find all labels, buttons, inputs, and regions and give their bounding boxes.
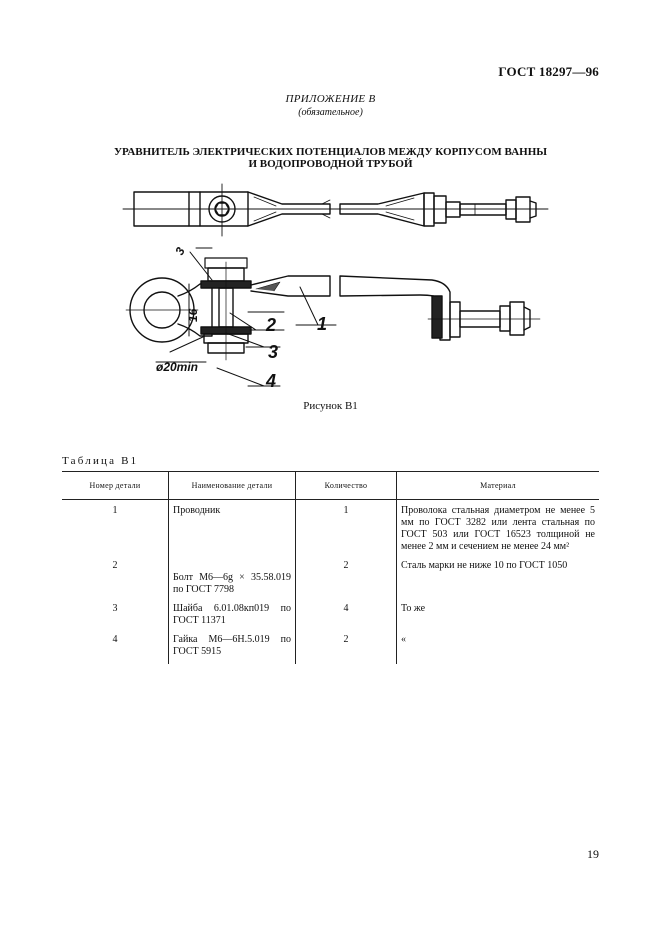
- cell-quantity: 2: [296, 633, 397, 664]
- cell-number: 4: [112, 634, 118, 645]
- column-header-number: Номер детали: [62, 472, 169, 500]
- cell-name: Проводник: [169, 500, 296, 560]
- position-label-1: 1: [317, 314, 328, 334]
- cell-material: Сталь марки не ниже 10 по ГОСТ 1050: [397, 559, 600, 602]
- parts-table: [62, 471, 599, 664]
- column-header-quantity: Количество: [296, 472, 397, 500]
- cell-material: «: [397, 633, 600, 664]
- heading-line-2: И ВОДОПРОВОДНОЙ ТРУБОЙ: [248, 158, 413, 170]
- top-view: [123, 184, 548, 236]
- cell-number: 1: [112, 505, 118, 516]
- table-row: [62, 500, 599, 560]
- dim-label-3: 3: [172, 244, 188, 258]
- cell-quantity: 1: [296, 500, 397, 560]
- table-header-row: [62, 472, 599, 500]
- position-label-4: 4: [266, 371, 277, 391]
- cell-material: То же: [397, 602, 600, 633]
- column-header-material: Материал: [397, 472, 600, 500]
- position-label-2: 2: [266, 315, 277, 335]
- page-number: 19: [587, 847, 599, 861]
- dim-label-diameter: ø20min: [156, 360, 199, 374]
- cell-quantity: 2: [296, 559, 397, 602]
- table-row: [62, 559, 599, 602]
- cell-quantity: 4: [296, 602, 397, 633]
- technical-drawing: [115, 180, 555, 395]
- cell-name: Болт М6—6g × 35.58.019 по ГОСТ 7798: [169, 559, 296, 602]
- figure-caption: Рисунок В1: [303, 400, 358, 412]
- table-row: [62, 633, 599, 664]
- standard-number: ГОСТ 18297—96: [498, 64, 599, 79]
- cell-name: Гайка М6—6Н.5.019 по ГОСТ 5915: [169, 633, 296, 664]
- appendix-title: ПРИЛОЖЕНИЕ В: [285, 93, 376, 105]
- table-row: [62, 602, 599, 633]
- appendix-subtitle: (обязательное): [298, 107, 363, 118]
- cell-material: Проволока стальная диаметром не менее 5 мм по ГОСТ 3282 или лента стальная по ГОСТ 503 или ГОСТ 16523 толщиной не менее 2 мм и сечением не менее 24 мм²: [397, 500, 600, 560]
- column-header-name: Наименование детали: [169, 472, 296, 500]
- position-label-3: 3: [268, 342, 279, 362]
- table-label: Таблица В1: [62, 455, 139, 467]
- cell-name: Шайба 6.01.08кп019 по ГОСТ 11371: [169, 602, 296, 633]
- cell-number: 2: [112, 560, 118, 571]
- dim-label-16: 16: [186, 308, 200, 322]
- heading-line-1: УРАВНИТЕЛЬ ЭЛЕКТРИЧЕСКИХ ПОТЕНЦИАЛОВ МЕЖДУ КОРПУСОМ ВАННЫ: [113, 146, 548, 158]
- cell-number: 3: [112, 603, 118, 614]
